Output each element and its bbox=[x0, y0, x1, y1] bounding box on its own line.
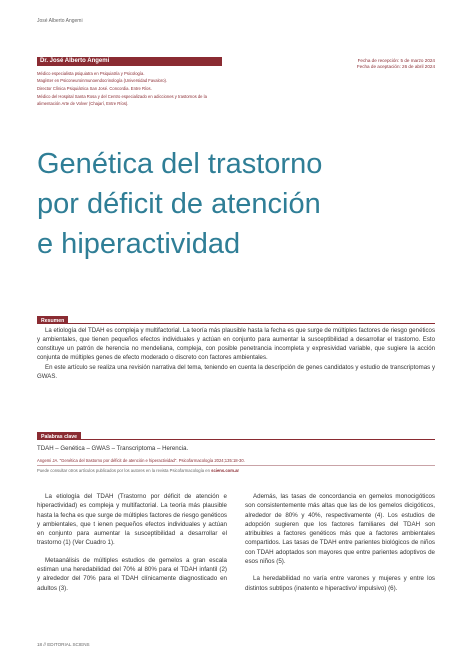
author-affiliation: Director Clínica Psiquiátrica San José. Concordia. Entre Ríos. bbox=[37, 86, 152, 91]
accepted-date: Fecha de aceptación: 26 de abril 2024 bbox=[356, 64, 435, 70]
body-paragraph: Metaanálisis de múltiples estudios de gemelos a gran escala estiman una heredabilidad del 70% al 80% para el TDAH infantil (2) y alrededor del 70% para el TDAH clínicamente diagnosticado en adultos (3). bbox=[37, 556, 227, 592]
author-affiliation: Magíster en Psiconeuroinmunoendocrinología (Universidad Favaloro). bbox=[37, 78, 168, 83]
body-paragraph: Además, las tasas de concordancia en gemelos monocigóticos son consistentemente más altas que las de los gemelos dicigóticos, alrededor de 80% y 40%, respectivamente (4). Los estudios de adopción sugieren que los factores familiares del TDAH son atribuibles a factores genéticos más que a factores ambientales compartidos. Las tasas de TDAH entre parientes biológicos de niños con TDAH adoptados son mayores que entre parientes adoptivos de esos niños (5). bbox=[245, 493, 435, 566]
author-affiliation: alimentación Arte de Volver (Chajarí, Entre Ríos). bbox=[37, 101, 129, 106]
author-affiliation: Médico del Hospital Santa Rosa y del Centro especializado en adicciones y trastornos de la bbox=[37, 94, 207, 99]
keywords-rule bbox=[37, 439, 435, 440]
abstract-heading: Resumen bbox=[37, 316, 68, 324]
body-column-left bbox=[37, 492, 227, 601]
more-articles-note bbox=[37, 468, 239, 473]
article-title-line-1: Genética del trastorno bbox=[37, 148, 323, 180]
abstract-rule bbox=[37, 323, 435, 324]
citation-rule bbox=[37, 465, 435, 466]
keywords-text: TDAH – Genética – GWAS – Transcriptoma – Herencia. bbox=[37, 445, 189, 452]
page-footer: 18 // EDITORIAL SCIENS bbox=[37, 642, 90, 647]
sciens-link[interactable]: sciens.com.ar bbox=[211, 468, 240, 473]
article-title-line-3: e hiperactividad bbox=[37, 228, 241, 260]
author-name: Dr. José Alberto Angemi bbox=[40, 58, 110, 64]
author-affiliation: Médico especialista psiquiatra en Psiquiatría y Psicología. bbox=[37, 71, 145, 76]
abstract-text bbox=[37, 327, 435, 381]
more-articles-text: Puede consultar otros artículos publicados por los autores en la revista Psicofarmacología en bbox=[37, 468, 210, 473]
article-title-line-2: por déficit de atención bbox=[37, 188, 321, 220]
citation: Angemi JA. "Genética del trastorno por déficit de atención e hiperactividad". Psicofarmacología 2024;135:18-30. bbox=[37, 458, 245, 463]
body-paragraph: La heredabilidad no varía entre varones y mujeres y entre los distintos subtipos (inatento e hiperactivo/ impulsivo) (6). bbox=[245, 575, 435, 592]
abstract-paragraph: En este artículo se realiza una revisión narrativa del tema, teniendo en cuenta la descripción de genes candidatos y estudio de transcriptomas y GWAS. bbox=[37, 363, 435, 380]
running-head: José Alberto Angemi bbox=[37, 18, 83, 24]
keywords-heading: Palabras clave bbox=[37, 432, 81, 440]
received-date: Fecha de recepción: 5 de marzo 2024 bbox=[357, 58, 435, 63]
body-paragraph: La etiología del TDAH (Trastorno por déficit de atención e hiperactividad) es compleja y multifactorial. La teoría más plausible hasta la fecha es que surge de múltiples factores de riesgo genéticos y ambientales, que t ienen pequeños efectos individuales y actúan en conjunto para aumentar la susceptibilidad a desarrollar el trastorno (1) (Ver Cuadro 1). bbox=[37, 493, 227, 547]
body-column-right bbox=[245, 492, 435, 601]
article-dates bbox=[357, 58, 435, 70]
abstract-paragraph: La etiología del TDAH es compleja y multifactorial. La teoría más plausible hasta la fecha es que surge de múltiples factores de riesgo genéticos y ambientales, que tienen pequeños efectos individuales y actúan en conjunto para aumentar la susceptibilidad a desarrollar el trastorno. Esto constituye un patrón de herencia no mendeliana, compleja, con posible penetrancia incompleta y expresividad variable, que sugiere la acción conjunta de múltiples genes de efecto moderado o discreto con factores ambientales. bbox=[37, 327, 435, 361]
